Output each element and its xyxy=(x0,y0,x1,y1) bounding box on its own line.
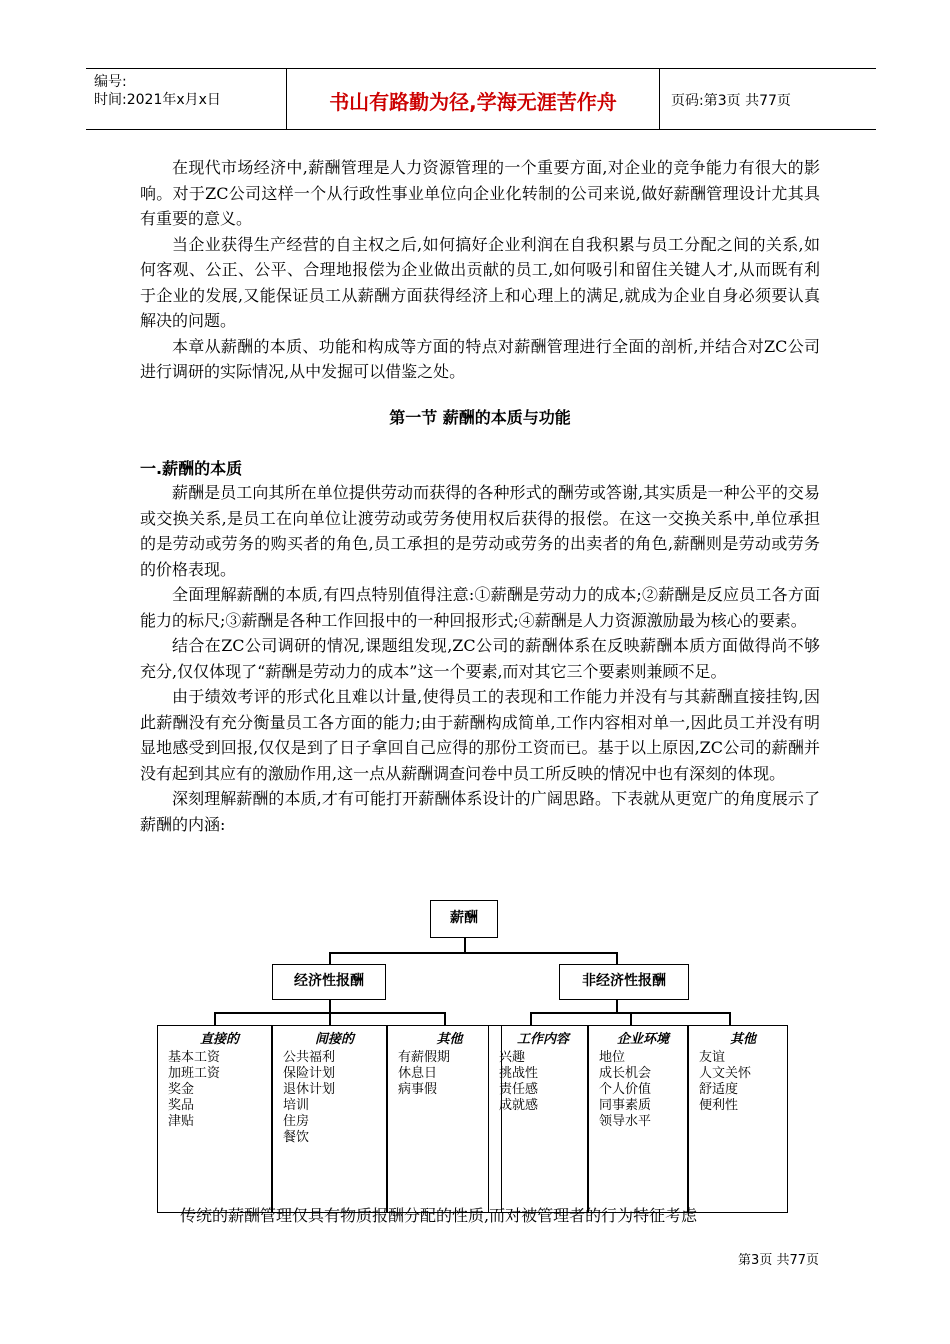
connector-line xyxy=(530,1012,532,1025)
paragraph: 薪酬是员工向其所在单位提供劳动而获得的各种形式的酬劳或答谢,其实质是一种公平的交易或交换关系,是员工在向单位让渡劳动或劳务使用权后获得的报偿。在这一交换关系中,单位承担的是劳动或劳务的购买者的角色,员工承担的是劳动或劳务的出卖者的角色,薪酬则是劳动或劳务的价格表现。 xyxy=(140,483,820,579)
column-item: 病事假 xyxy=(398,1082,438,1097)
non-economic-label: 非经济性报酬 xyxy=(582,973,666,989)
column-item: 餐饮 xyxy=(283,1130,310,1145)
header-right-cell xyxy=(661,69,876,129)
column-box-econ-other xyxy=(387,1025,502,1213)
column-item: 地位 xyxy=(599,1050,626,1065)
column-item: 津贴 xyxy=(168,1114,195,1129)
economic-label: 经济性报酬 xyxy=(294,973,364,989)
column-item: 保险计划 xyxy=(283,1066,336,1081)
cut-off-text: 传统的薪酬管理仅具有物质报酬分配的性质,而对被管理者的行为特征考虑 xyxy=(180,1206,698,1225)
column-head: 其他 xyxy=(436,1032,463,1047)
connector-line xyxy=(464,938,466,952)
paragraph: 由于绩效考评的形式化且难以计量,使得员工的表现和工作能力并没有与其薪酬直接挂钩,因此薪酬没有充分衡量员工各方面的能力;由于薪酬构成简单,工作内容相对单一,因此员工并没有明显地感受到回报,仅仅是到了日子拿回自己应得的那份工资而已。基于以上原因,ZC公司的薪酬并没有起到其应有的激励作用,这一点从薪酬调查问卷中员工所反映的情况中也有深刻的体现。 xyxy=(140,687,820,783)
column-item: 舒适度 xyxy=(699,1082,739,1097)
motto: 书山有路勤为径,学海无涯苦作舟 xyxy=(329,90,617,114)
connector-line xyxy=(630,1012,632,1025)
connector-line xyxy=(329,1000,331,1012)
column-box-environment xyxy=(588,1025,688,1213)
connector-line xyxy=(329,952,617,954)
root-label: 薪酬 xyxy=(450,910,478,926)
column-item: 基本工资 xyxy=(168,1050,221,1065)
header-left-cell xyxy=(86,69,287,129)
header-mid-cell xyxy=(287,69,660,129)
column-box-nonecon-other xyxy=(688,1025,788,1213)
time-label: 时间:2021年x月x日 xyxy=(94,92,221,108)
column-item: 公共福利 xyxy=(283,1050,336,1065)
column-item: 兴趣 xyxy=(499,1050,526,1065)
column-item: 友谊 xyxy=(699,1050,726,1065)
paragraph: 当企业获得生产经营的自主权之后,如何搞好企业利润在自我积累与员工分配之间的关系,如何客观、公正、公平、合理地报偿为企业做出贡献的员工,如何吸引和留住关键人才,从而既有利于企业的发展,又能保证员工从薪酬方面获得经济上和心理上的满足,就成为企业自身必须要认真解决的问题。 xyxy=(140,234,820,330)
paragraph: 深刻理解薪酬的本质,才有可能打开薪酬体系设计的广阔思路。下表就从更宽广的角度展示了薪酬的内涵: xyxy=(140,789,820,834)
column-item: 领导水平 xyxy=(599,1114,652,1129)
section-title: 第一节 薪酬的本质与功能 xyxy=(389,408,571,427)
column-item: 加班工资 xyxy=(168,1066,221,1081)
column-head: 间接的 xyxy=(314,1032,354,1047)
column-item: 休息日 xyxy=(398,1066,438,1081)
column-head: 企业环境 xyxy=(616,1032,669,1047)
non-economic-box xyxy=(559,964,689,1000)
body-text xyxy=(140,480,820,837)
paragraph: 本章从薪酬的本质、功能和构成等方面的特点对薪酬管理进行全面的剖析,并结合对ZC公司进行调研的实际情况,从中发掘可以借鉴之处。 xyxy=(140,336,820,381)
column-item: 奖品 xyxy=(168,1098,195,1113)
column-item: 成就感 xyxy=(499,1098,539,1113)
column-item: 个人价值 xyxy=(599,1082,652,1097)
column-item: 住房 xyxy=(283,1114,310,1129)
paragraph: 在现代市场经济中,薪酬管理是人力资源管理的一个重要方面,对企业的竞争能力有很大的影响。对于ZC公司这样一个从行政性事业单位向企业化转制的公司来说,做好薪酬管理设计尤其具有重要的意义。 xyxy=(140,158,820,228)
paragraph: 结合在ZC公司调研的情况,课题组发现,ZC公司的薪酬体系在反映薪酬本质方面做得尚不够充分,仅仅体现了“薪酬是劳动力的成本”这一个要素,而对其它三个要素则兼顾不足。 xyxy=(140,636,820,681)
column-item: 同事素质 xyxy=(599,1098,652,1113)
column-item: 奖金 xyxy=(168,1082,195,1097)
column-box-indirect xyxy=(272,1025,387,1213)
connector-line xyxy=(214,1012,216,1025)
economic-box xyxy=(272,964,386,1000)
subsection-title: 一.薪酬的本质 xyxy=(140,459,243,478)
column-head: 其他 xyxy=(729,1032,756,1047)
page-label: 页码:第3页 共77页 xyxy=(671,93,791,109)
column-box-work-content xyxy=(488,1025,588,1213)
connector-line xyxy=(329,952,331,964)
column-item: 退休计划 xyxy=(283,1082,336,1097)
column-box-direct xyxy=(157,1025,272,1213)
column-item: 有薪假期 xyxy=(398,1050,451,1065)
column-item: 成长机会 xyxy=(599,1066,652,1081)
connector-line xyxy=(729,1012,731,1025)
connector-line xyxy=(329,1012,331,1025)
column-item: 便利性 xyxy=(699,1098,739,1113)
page-header xyxy=(86,68,876,130)
column-head: 直接的 xyxy=(199,1032,239,1047)
number-label: 编号: xyxy=(94,74,127,90)
column-item: 责任感 xyxy=(499,1082,539,1097)
column-item: 培训 xyxy=(283,1098,310,1113)
connector-line xyxy=(616,952,618,964)
paragraph: 全面理解薪酬的本质,有四点特别值得注意:①薪酬是劳动力的成本;②薪酬是反应员工各方面能力的标尺;③薪酬是各种工作回报中的一种回报形式;④薪酬是人力资源激励最为核心的要素。 xyxy=(140,585,820,630)
column-item: 人文关怀 xyxy=(699,1066,752,1081)
page-footer: 第3页 共77页 xyxy=(738,1253,819,1268)
connector-line xyxy=(444,1012,446,1025)
connector-line xyxy=(616,1000,618,1012)
column-head: 工作内容 xyxy=(516,1032,569,1047)
column-item: 挑战性 xyxy=(499,1066,539,1081)
root-box xyxy=(430,900,498,938)
intro-text xyxy=(140,155,820,385)
